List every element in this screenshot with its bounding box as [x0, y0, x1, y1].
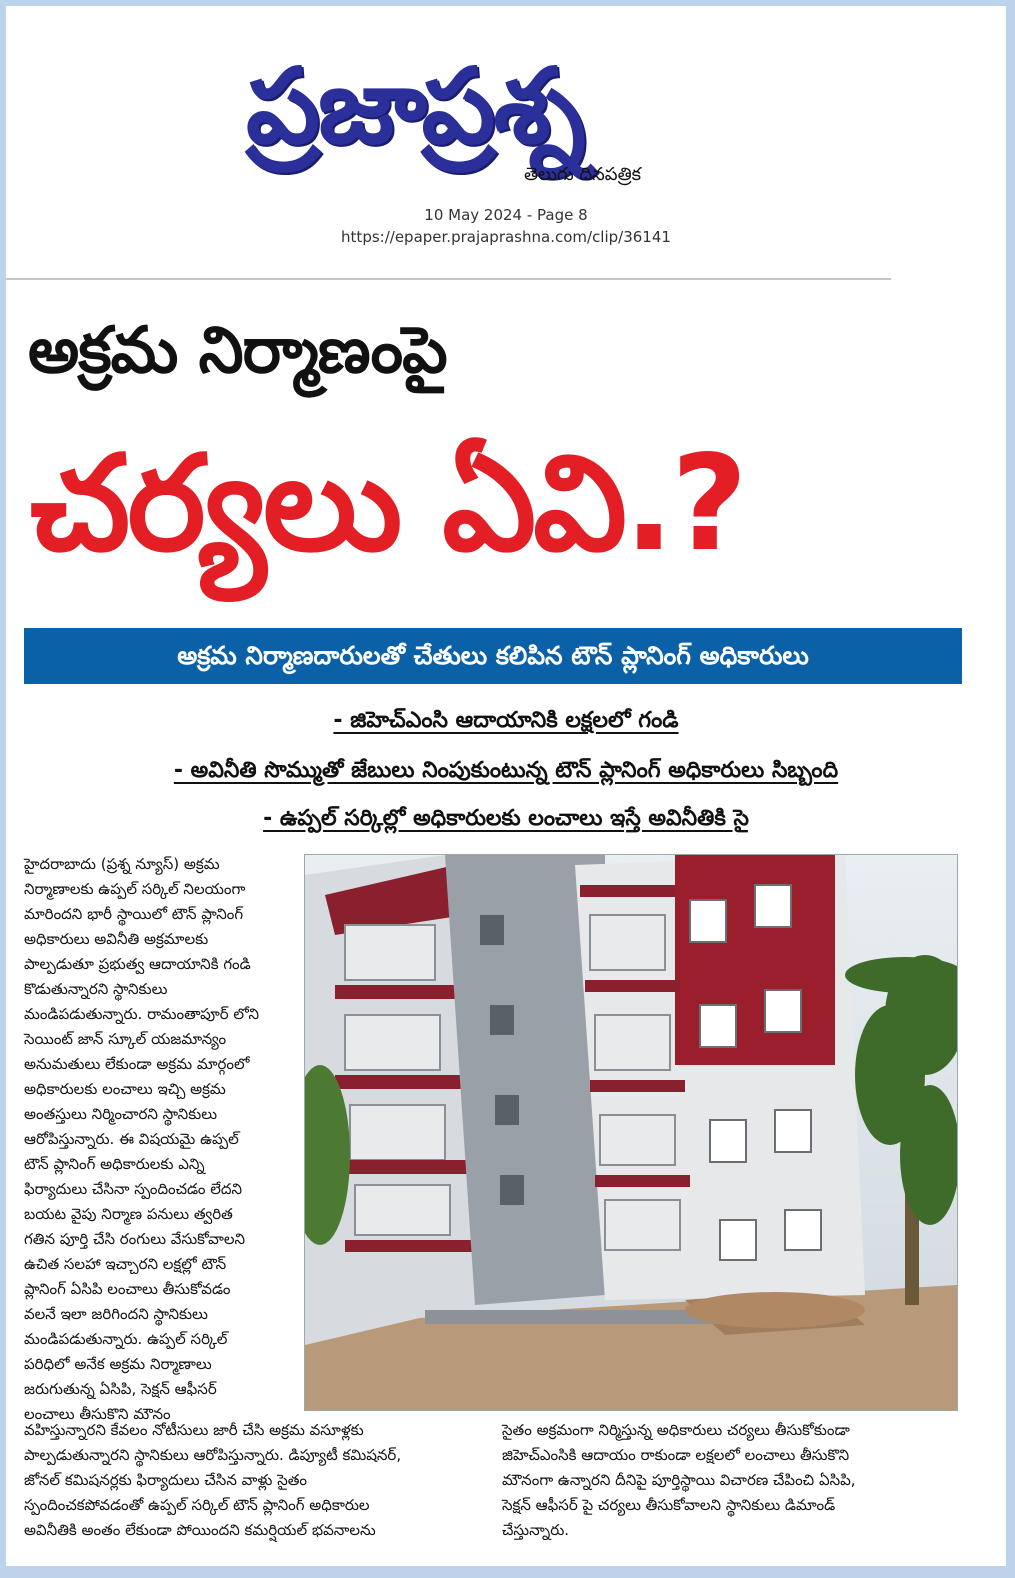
- left-column-line: ప్లానింగ్ ఏసిపి లంచాలు తీసుకోవడం: [24, 1280, 231, 1298]
- building-photo: [304, 854, 958, 1411]
- left-column-line: టౌన్ ప్లానింగ్ అధికారులకు ఎన్ని: [24, 1155, 205, 1173]
- left-column-line: బయట వైపు నిర్మాణ పనులు త్వరిత: [24, 1205, 233, 1223]
- left-column-line: లంచాలు తీసుకొని మౌనం: [24, 1405, 171, 1423]
- subhead-1: - జిహెచ్ఎంసి ఆదాయానికి లక్షలలో గండి: [333, 708, 679, 733]
- bottom-left-line: అవినీతికి అంతం లేకుండా పోయిందని కమర్షియల్ భవనాలను: [24, 1521, 376, 1539]
- bottom-right-line: చేస్తున్నారు.: [502, 1521, 570, 1539]
- left-column-line: పాల్పడుతూ ప్రభుత్వ ఆదాయానికి గండి: [24, 955, 251, 973]
- subhead-3: - ఉప్పల్ సర్కిల్లో అధికారులకు లంచాలు ఇస్తే అవినీతికి సై: [263, 806, 749, 831]
- banner-subheading: అక్రమ నిర్మాణదారులతో చేతులు కలిపిన టౌన్ ప్లానింగ్ అధికారులు: [24, 628, 962, 684]
- clip-date-page: 10 May 2024 - Page 8: [424, 206, 588, 224]
- divider: [6, 278, 891, 280]
- newspaper-clipping: [6, 6, 1006, 1566]
- left-column-line: నిర్మాణాలకు ఉప్పల్ సర్కిల్ నిలయంగా: [24, 880, 246, 898]
- left-column-line: అనుమతులు లేకుండా అక్రమ మార్గంలో: [24, 1055, 250, 1073]
- bottom-right-line: సైతం అక్రమంగా నిర్మిస్తున్న అధికారులు చర్యలు తీసుకోకుండా: [502, 1421, 850, 1439]
- bottom-right-line: సెక్షన్ ఆఫీసర్ పై చర్యలు తీసుకోవాలని స్థానికులు డిమాండ్: [502, 1496, 836, 1514]
- left-column-line: హైదరాబాదు (ప్రశ్న న్యూస్) అక్రమ: [24, 855, 220, 873]
- left-column-line: జరుగుతున్న ఏసిపి, సెక్షన్ ఆఫీసర్: [24, 1380, 217, 1398]
- left-column-line: అధికారులకు లంచాలు ఇచ్చి అక్రమ: [24, 1080, 226, 1098]
- article-bottom-left: [24, 1418, 494, 1543]
- article-left-column: [24, 852, 300, 1427]
- bottom-right-line: మౌనంగా ఉన్నారని దీనిపై పూర్తిస్థాయి విచారణ చేపించి ఏసిపి,: [502, 1471, 856, 1489]
- clip-url[interactable]: https://epaper.prajaprashna.com/clip/36141: [341, 228, 671, 246]
- left-column-line: సెయింట్ జాన్ స్కూల్ యజమాన్యం: [24, 1030, 227, 1048]
- left-column-line: అంతస్తులు నిర్మించారని స్థానికులు: [24, 1105, 218, 1123]
- left-column-line: కొడుతున్నారని స్థానికులు: [24, 980, 168, 998]
- left-column-line: మండిపడుతున్నారు. ఉప్పల్ సర్కిల్: [24, 1330, 228, 1348]
- left-column-line: పరిధిలో అనేక అక్రమ నిర్మాణాలు: [24, 1355, 212, 1373]
- headline-line-2: చర్యలు ఏవి.?: [30, 427, 745, 581]
- left-column-line: మారిందని భారీ స్థాయిలో టౌన్ ప్లానింగ్: [24, 905, 244, 923]
- bottom-left-line: వహిస్తున్నారని కేవలం నోటీసులు జారీ చేసి అక్రమ వసూళ్లకు: [24, 1421, 364, 1439]
- left-column-line: అధికారులు అవినీతి అక్రమాలకు: [24, 930, 209, 948]
- left-column-line: వలనే ఇలా జరిగిందని స్థానికులు: [24, 1305, 208, 1323]
- article-bottom-right: [502, 1418, 972, 1543]
- bottom-left-line: జోనల్ కమిషనర్లకు ఫిర్యాదులు చేసిన వాళ్లు సైతం: [24, 1471, 308, 1489]
- newspaper-logo: ప్రజాప్రశ్న: [246, 45, 584, 167]
- bottom-right-line: జిహెచ్ఎంసికి ఆదాయం రాకుండా లక్షలలో లంచాలు తీసుకొని: [502, 1446, 850, 1464]
- building-photo-illustration: [305, 855, 957, 1410]
- left-column-line: ఆరోపిస్తున్నారు. ఈ విషయమై ఉప్పల్: [24, 1130, 239, 1148]
- masthead-tagline: తెలుగు దినపత్రిక: [524, 164, 642, 185]
- subhead-2: - అవినీతి సొమ్ముతో జేబులు నింపుకుంటున్న టౌన్ ప్లానింగ్ అధికారులు సిబ్బంది: [173, 758, 839, 783]
- headline-line-1: అక్రమ నిర్మాణంపై: [28, 314, 447, 388]
- masthead: [246, 44, 786, 194]
- bottom-left-line: స్పందించకపోవడంతో ఉప్పల్ సర్కిల్ టౌన్ ప్లానింగ్ అధికారుల: [24, 1496, 370, 1514]
- left-column-line: ఫిర్యాదులు చేసినా స్పందించడం లేదని: [24, 1180, 243, 1198]
- left-column-line: ఉచిత సలహా ఇచ్చారని లక్షల్లో టౌన్: [24, 1255, 227, 1273]
- bottom-left-line: పాల్పడుతున్నారని స్థానికులు ఆరోపిస్తున్నారు. డిప్యూటీ కమిషనర్,: [24, 1446, 402, 1464]
- left-column-line: గతిన పూర్తి చేసి రంగులు వేసుకోవాలని: [24, 1230, 246, 1248]
- left-column-line: మండిపడుతున్నారు. రామంతాపూర్ లోని: [24, 1005, 259, 1023]
